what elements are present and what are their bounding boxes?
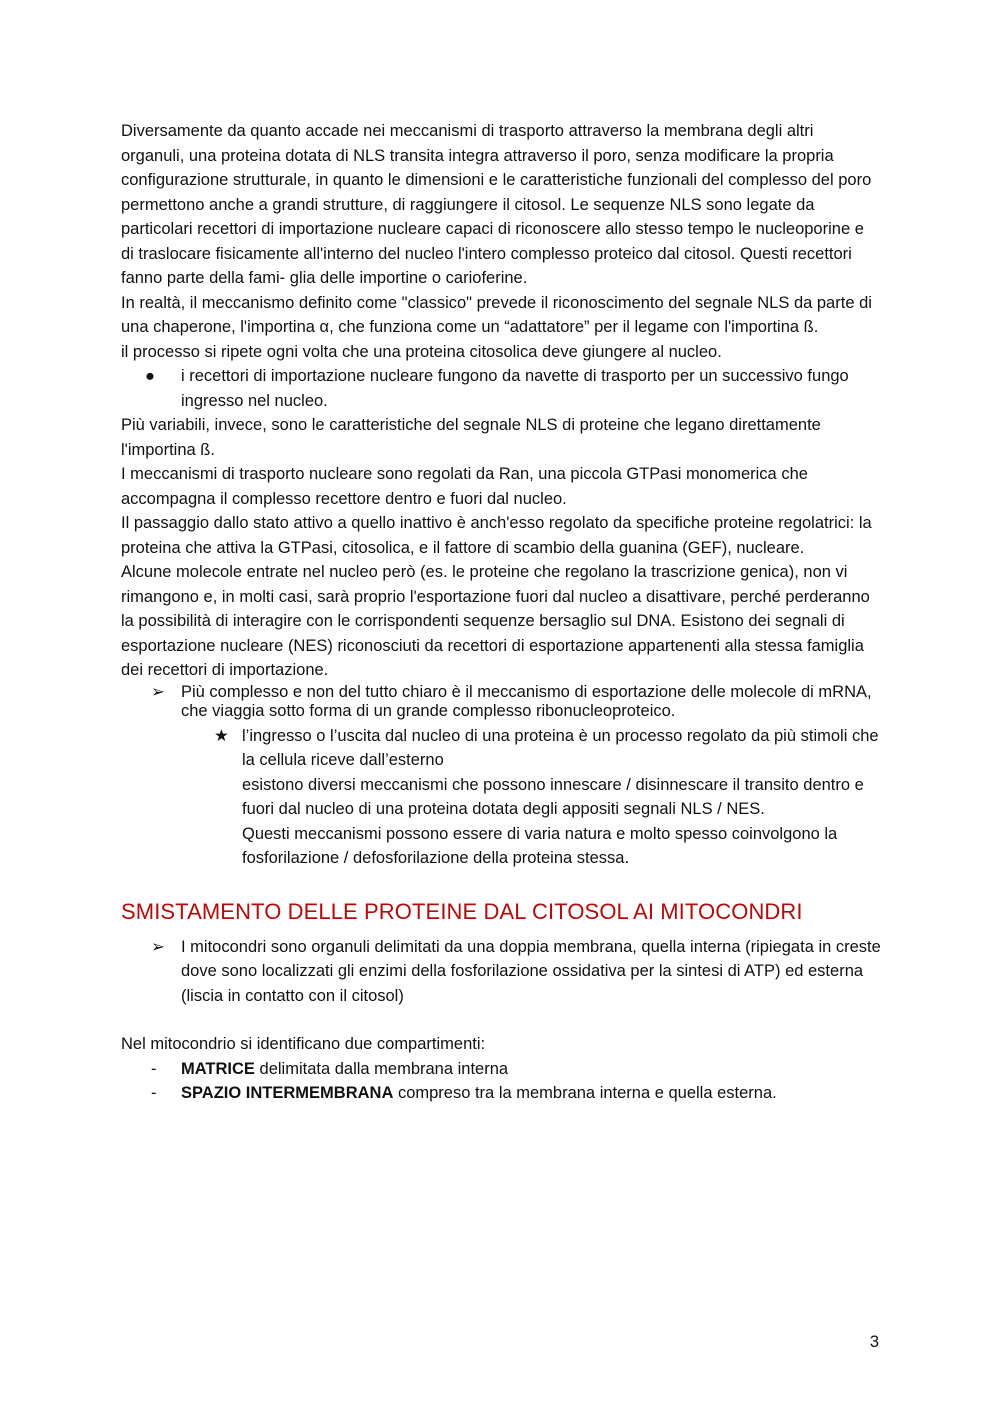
paragraph-nls-transit: Diversamente da quanto accade nei meccanismi di trasporto attraverso la membrana degli altri organuli, una proteina dotata di NLS transita integra attraverso il poro, senza modificare la propria configurazione strutturale, in quanto le dimensioni e le caratteristiche funzionali del complesso del poro permettono anche a grandi strutture, di raggiungere il citosol. Le sequenze NLS sono legate da particolari recettori di importazione nucleare capaci di riconoscere allo stesso tempo le nucleoporine e di traslocare fisicamente all'interno del nucleo l'intero complesso proteico dal citosol. Questi recettori fanno parte della fami- glia delle importine o carioferine.: [121, 122, 872, 287]
page-number: 3: [869, 1333, 879, 1351]
paragraph-compartments-intro: Nel mitocondrio si identificano due compartimenti:: [121, 1035, 486, 1053]
arrow-item-mrna: [121, 683, 881, 721]
dash-bullet-icon: -: [151, 1084, 157, 1102]
star-item-line: l’ingresso o l’uscita dal nucleo di una proteina è un processo regolato da più stimoli che la cellula riceve dall’esterno: [242, 726, 879, 769]
section-heading-mitochondria: SMISTAMENTO DELLE PROTEINE DAL CITOSOL AI MITOCONDRI: [121, 898, 803, 924]
paragraph-process-repeat: il processo si ripete ogni volta che una proteina citosolica deve giungere al nucleo.: [121, 342, 722, 361]
bullet-item-receptors: [121, 364, 881, 413]
arrow-item-mitochondria: [121, 935, 881, 1009]
star-bullet-icon: ★: [214, 726, 229, 745]
paragraph-ran-regulation: I meccanismi di trasporto nucleare sono regolati da Ran, una piccola GTPasi monomerica che accompagna il complesso recettore dentro e fuori dal nucleo.: [121, 465, 808, 508]
bullet-item-text: i recettori di importazione nucleare fungono da navette di trasporto per un successivo fungo ingresso nel nucleo.: [181, 367, 849, 410]
blank-line: [121, 1008, 881, 1032]
term-matrix: MATRICE: [181, 1059, 255, 1078]
star-item-line: Questi meccanismi possono essere di varia natura e molto spesso coinvolgono la fosforilazione / defosforilazione della proteina stessa.: [242, 824, 838, 867]
bullet-dot-icon: ●: [145, 367, 155, 385]
term-description: delimitata dalla membrana interna: [254, 1059, 509, 1078]
dash-bullet-icon: -: [151, 1059, 157, 1078]
document-body: [121, 119, 881, 1106]
list-item-matrix: [121, 1057, 881, 1082]
paragraph-nuclear-export: Alcune molecole entrate nel nucleo però (es. le proteine che regolano la trascrizione genica), non vi rimangono e, in molti casi, sarà proprio l'esportazione fuori dal nucleo a disattivare, perché perderanno la possibilità di interagire con le corrispondenti sequenze bersaglio sul DNA. Esistono dei segnali di esportazione nucleare (NES) riconosciuti da recettori di esportazione appartenenti alla stessa famiglia dei recettori di importazione.: [121, 563, 870, 679]
star-item-regulation: [121, 724, 881, 871]
list-item-intermembrane: [121, 1081, 881, 1106]
paragraph-nls-variability: Più variabili, invece, sono le caratteristiche del segnale NLS di proteine che legano direttamente l'importina ß.: [121, 416, 821, 459]
arrow-item-text: Più complesso e non del tutto chiaro è il meccanismo di esportazione delle molecole di mRNA, che viaggia sotto forma di un grande complesso ribonucleoproteico.: [181, 682, 872, 720]
paragraph-active-inactive: Il passaggio dallo stato attivo a quello inattivo è anch'esso regolato da specifiche proteine regolatrici: la proteina che attiva la GTPasi, citosolica, e il fattore di scambio della guanina (GEF), nucleare.: [121, 514, 872, 557]
arrow-bullet-icon: ➢: [151, 937, 165, 956]
arrow-item-text: I mitocondri sono organuli delimitati da una doppia membrana, quella interna (ripiegata in creste dove sono localizzati gli enzimi della fosforilazione ossidativa per la sintesi di ATP) ed esterna (liscia in contatto con il citosol): [181, 937, 881, 1005]
star-item-line: esistono diversi meccanismi che possono innescare / disinnescare il transito dentro e fuori dal nucleo di una proteina dotata degli appositi segnali NLS / NES.: [242, 775, 864, 818]
paragraph-classic-mechanism: In realtà, il meccanismo definito come "classico" prevede il riconoscimento del segnale NLS da parte di una chaperone, l'importina α, che funziona come un “adattatore” per il legame con l'importina ß.: [121, 293, 872, 336]
arrow-bullet-icon: ➢: [151, 682, 165, 701]
term-intermembrane: SPAZIO INTERMEMBRANA: [181, 1084, 394, 1102]
term-description: compreso tra la membrana interna e quella esterna.: [393, 1084, 777, 1102]
